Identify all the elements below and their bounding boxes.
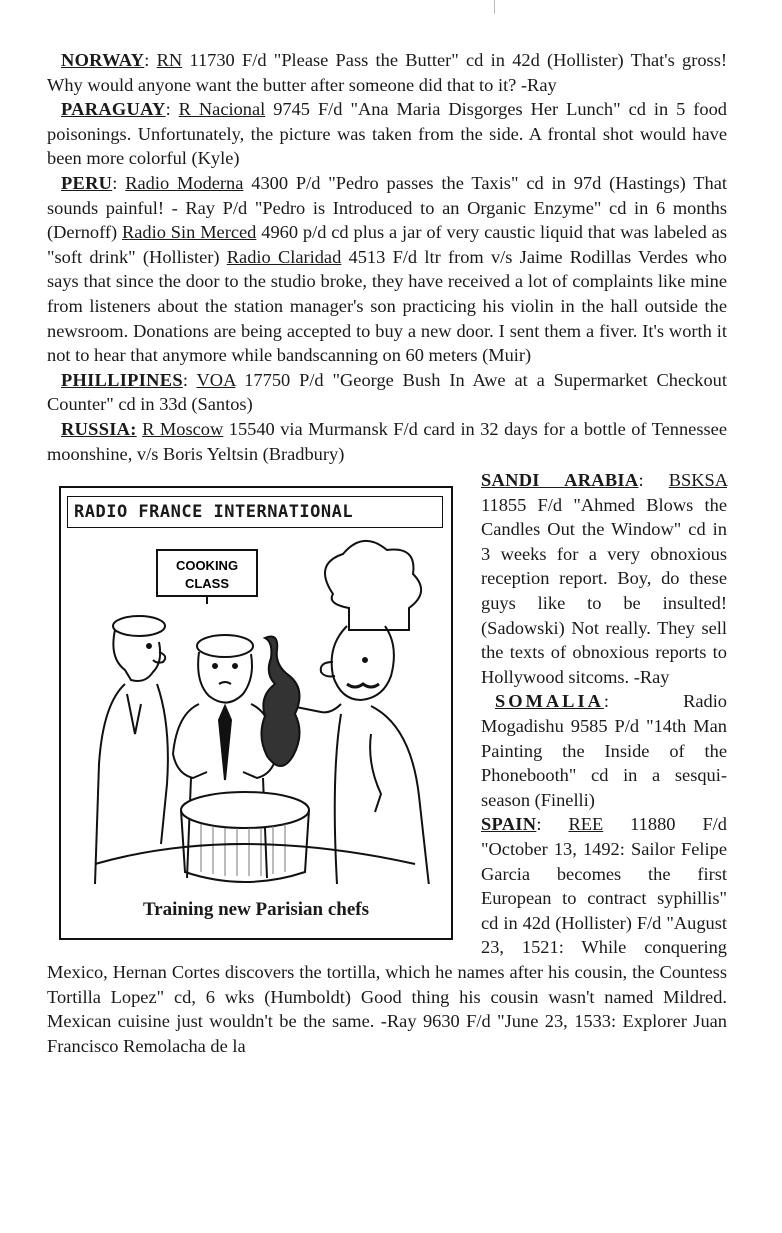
station-name: R Moscow — [142, 418, 224, 439]
station-name: REE — [568, 814, 604, 835]
qsl-column — [47, 48, 727, 1058]
entry-saudi-arabia: SANDI ARABIA: BSKSA 11855 F/d "Ahmed Blows the Candles Out the Window" cd in 3 weeks for a very obnoxious reception report. Boy, do these guys like to be insulted! (Sadowski) Not really. They sell the texts of obnoxious reports to Hollywood sitcoms. -Ray — [481, 470, 727, 687]
entry-somalia: SOMALIA: Radio Mogadishu 9585 P/d "14th Man Painting the Inside of the Phonebooth" cd in a sesqui-season (Finelli) — [481, 691, 727, 810]
country-heading: PARAGUAY — [61, 99, 166, 120]
entry-text: Radio Mogadishu 9585 P/d "14th Man Painting the Inside of the Phonebooth" cd in a sesqui-season (Finelli) — [481, 691, 727, 810]
station-name: VOA — [196, 369, 236, 390]
station-name: R Nacional — [178, 99, 266, 120]
entry-text: 11730 F/d "Please Pass the Butter" cd in 42d (Hollister) That's gross! Why would anyone want the butter after someone did that to it? -Ray — [47, 50, 727, 95]
station-name: Radio Sin Merced — [122, 222, 257, 243]
country-heading: PERU — [61, 172, 113, 193]
station-name: Radio Moderna — [125, 172, 244, 193]
cartoon-caption: Training new Parisian chefs — [142, 898, 370, 920]
country-heading: NORWAY — [61, 50, 145, 70]
country-heading: SANDI ARABIA — [481, 470, 639, 491]
station-name: BSKSA — [668, 470, 727, 491]
country-heading: SOMALIA — [495, 691, 604, 712]
entry-text: 9745 F/d "Ana Maria Disgorges Her Lunch" cd in 5 food poisonings. Unfortunately, the picture was taken from the side. A frontal shot would have been more colorful (Kyle) — [47, 99, 727, 169]
sign-line-1: COOKING — [175, 558, 239, 574]
entry-text: 4513 F/d ltr from v/s Jaime Rodillas Verdes who says that since the door to the studio broke, they have received a lot of complaints like mine from listeners about the station manager's son practicing his violin in the hall outside the newsroom. Donations are being accepted to buy a new door. I sent them a fiver. It's worth it not to hear that anymore while bandscanning on 60 meters (Muir) — [47, 246, 727, 366]
sign-line-2: CLASS — [184, 576, 230, 592]
chefs-cartoon-illustration — [71, 534, 441, 884]
entry-text: 4960 p/d cd plus a jar of very caustic liquid that was labeled as "soft drink" (Hollister) — [47, 222, 727, 267]
country-heading: SPAIN — [481, 814, 537, 835]
entry-text: 11880 F/d "October 13, 1492: Sailor Felipe Garcia becomes the first European to contract syphillis" cd in 42d (Hollister) F/d "August 23, 1521: While conquering Mexico, Hernan Cortes discovers the tortilla, which he names after his cousin, the Countess Tortilla Lopez" cd, 6 wks (Humboldt) Good thing his cousin wasn't named Mildred. Mexican cuisine just wouldn't be the same. -Ray 9630 F/d "June 23, 1533: Explorer Juan Francisco Remolacha de la — [47, 814, 727, 1056]
entry-text: 17750 P/d "George Bush In Awe at a Supermarket Checkout Counter" cd in 33d (Santos) — [47, 369, 727, 415]
country-heading: RUSSIA: — [61, 418, 137, 439]
entry-phillipines: PHILLIPINES: VOA 17750 P/d "George Bush In Awe at a Supermarket Checkout Counter" cd in 33d (Santos) — [47, 369, 727, 415]
entry-spain: SPAIN: REE 11880 F/d "October 13, 1492: Sailor Felipe Garcia becomes the first European to contract syphillis" cd in 42d (Hollister) F/d "August 23, 1521: While conquering Mexico, Hernan Cortes discovers the tortilla, which he names after his cousin, the Countess Tortilla Lopez" cd, 6 wks (Humboldt) Good thing his cousin wasn't named Mildred. Mexican cuisine just wouldn't be the same. -Ray 9630 F/d "June 23, 1533: Explorer Juan Francisco Remolacha de la — [47, 814, 727, 1056]
entry-norway: NORWAY: RN 11730 F/d "Please Pass the Butter" cd in 42d (Hollister) That's gross! Why would anyone want the butter after someone did that to it? -Ray — [47, 50, 727, 95]
entry-paraguay: PARAGUAY: R Nacional 9745 F/d "Ana Maria Disgorges Her Lunch" cd in 5 food poisonings. Unfortunately, the picture was taken from the side. A frontal shot would have been more colorful (Kyle) — [47, 99, 727, 169]
page-edge-mark — [494, 0, 495, 14]
entry-russia — [47, 417, 727, 466]
country-heading: PHILLIPINES — [61, 369, 183, 390]
entry-text: 4300 P/d "Pedro passes the Taxis" cd in 97d (Hastings) That sounds painful! - Ray P/d "Pedro is Introduced to an Organic Enzyme" cd in 6 months (Dernoff) — [47, 172, 727, 243]
station-name: RN — [156, 50, 183, 70]
entry-peru: PERU: Radio Moderna 4300 P/d "Pedro passes the Taxis" cd in 97d (Hastings) That sounds painful! - Ray P/d "Pedro is Introduced to an Organic Enzyme" cd in 6 months (Dernoff) Radio Sin Merced 4960 p/d cd plus a jar of very caustic liquid that was labeled as "soft drink" (Hollister) Radio Claridad 4513 F/d ltr from v/s Jaime Rodillas Verdes who says that since the door to the studio broke, they have received a lot of complaints like mine from listeners about the station manager's son practicing his violin in the hall outside the newsroom. Donations are being accepted to buy a new door. I sent them a fiver. It's worth it not to hear that anymore while bandscanning on 60 meters (Muir) — [47, 172, 727, 366]
entry-text: 15540 via Murmansk F/d card in 32 days for a bottle of Tennessee moonshine, v/s Boris Yeltsin (Bradbury) — [47, 418, 727, 464]
entry-text: 11855 F/d "Ahmed Blows the Candles Out the Window" cd in 3 weeks for a very obnoxious reception report. Boy, do these guys like to be insulted! (Sadowski) Not really. They sell the texts of obnoxious reports to Hollywood sitcoms. -Ray — [481, 494, 727, 687]
station-name: Radio Claridad — [226, 246, 342, 267]
cartoon-header: RADIO FRANCE INTERNATIONAL — [67, 496, 443, 528]
cartoon-panel — [59, 486, 453, 940]
